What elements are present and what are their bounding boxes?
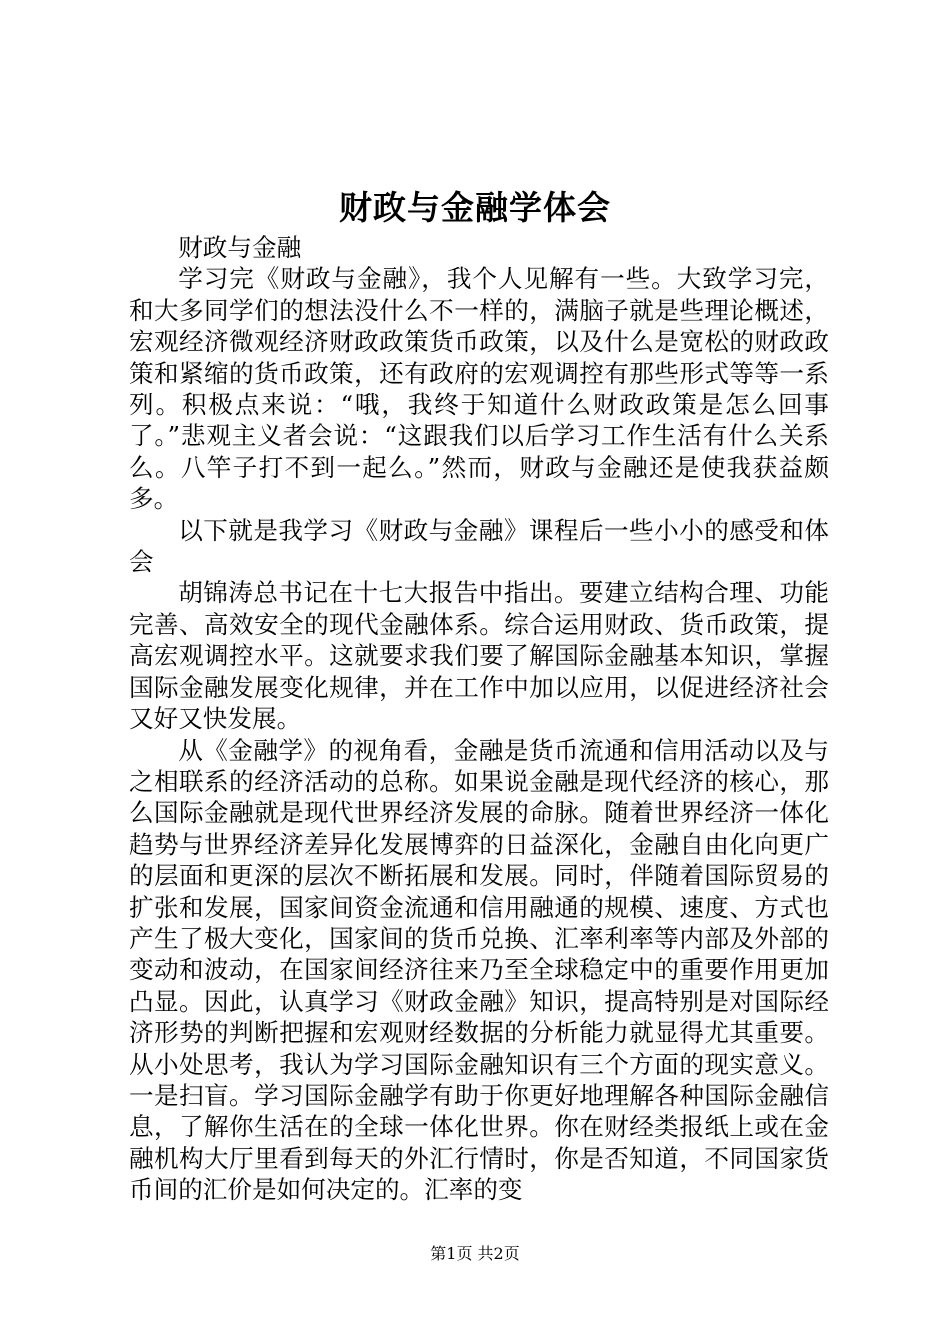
paragraph-heading: 财政与金融 (178, 233, 302, 262)
page-number-footer: 第1页 共2页 (430, 1244, 520, 1263)
document-title: 财政与金融学体会 (339, 188, 611, 227)
document-body (129, 232, 829, 1206)
paragraph: 以下就是我学习《财政与金融》课程后一些小小的感受和体会 (129, 515, 829, 577)
paragraph: 从《金融学》的视角看，金融是货币流通和信用活动以及与之相联系的经济活动的总称。如果说金融是现代经济的核心，那么国际金融就是现代世界经济发展的命脉。随着世界经济一体化趋势与世界经济差异化发展博弈的日益深化，金融自由化向更广的层面和更深的层次不断拓展和发展。同时，伴随着国际贸易的扩张和发展，国家间资金流通和信用融通的规模、速度、方式也产生了极大变化，国家间的货币兑换、汇率利率等内部及外部的变动和波动，在国家间经济往来乃至全球稳定中的重要作用更加凸显。因此，认真学习《财政金融》知识，提高特别是对国际经济形势的判断把握和宏观财经数据的分析能力就显得尤其重要。从小处思考，我认为学习国际金融知识有三个方面的现实意义。一是扫盲。学习国际金融学有助于你更好地理解各种国际金融信息，了解你生活在的全球一体化世界。你在财经类报纸上或在金融机构大厅里看到每天的外汇行情时，你是否知道，不同国家货币间的汇价是如何决定的。汇率的变 (129, 735, 829, 1205)
paragraph: 胡锦涛总书记在十七大报告中指出。要建立结构合理、功能完善、高效安全的现代金融体系。综合运用财政、货币政策，提高宏观调控水平。这就要求我们要了解国际金融基本知识，掌握国际金融发展变化规律，并在工作中加以应用，以促进经济社会又好又快发展。 (129, 578, 829, 734)
paragraph: 学习完《财政与金融》，我个人见解有一些。大致学习完，和大多同学们的想法没什么不一样的，满脑子就是些理论概述，宏观经济微观经济财政政策货币政策，以及什么是宽松的财政政策和紧缩的货币政策，还有政府的宏观调控有那些形式等等一系列。积极点来说：“哦，我终于知道什么财政政策是怎么回事了。”悲观主义者会说：“这跟我们以后学习工作生活有什么关系么。八竿子打不到一起么。”然而，财政与金融还是使我获益颇多。 (129, 264, 829, 514)
